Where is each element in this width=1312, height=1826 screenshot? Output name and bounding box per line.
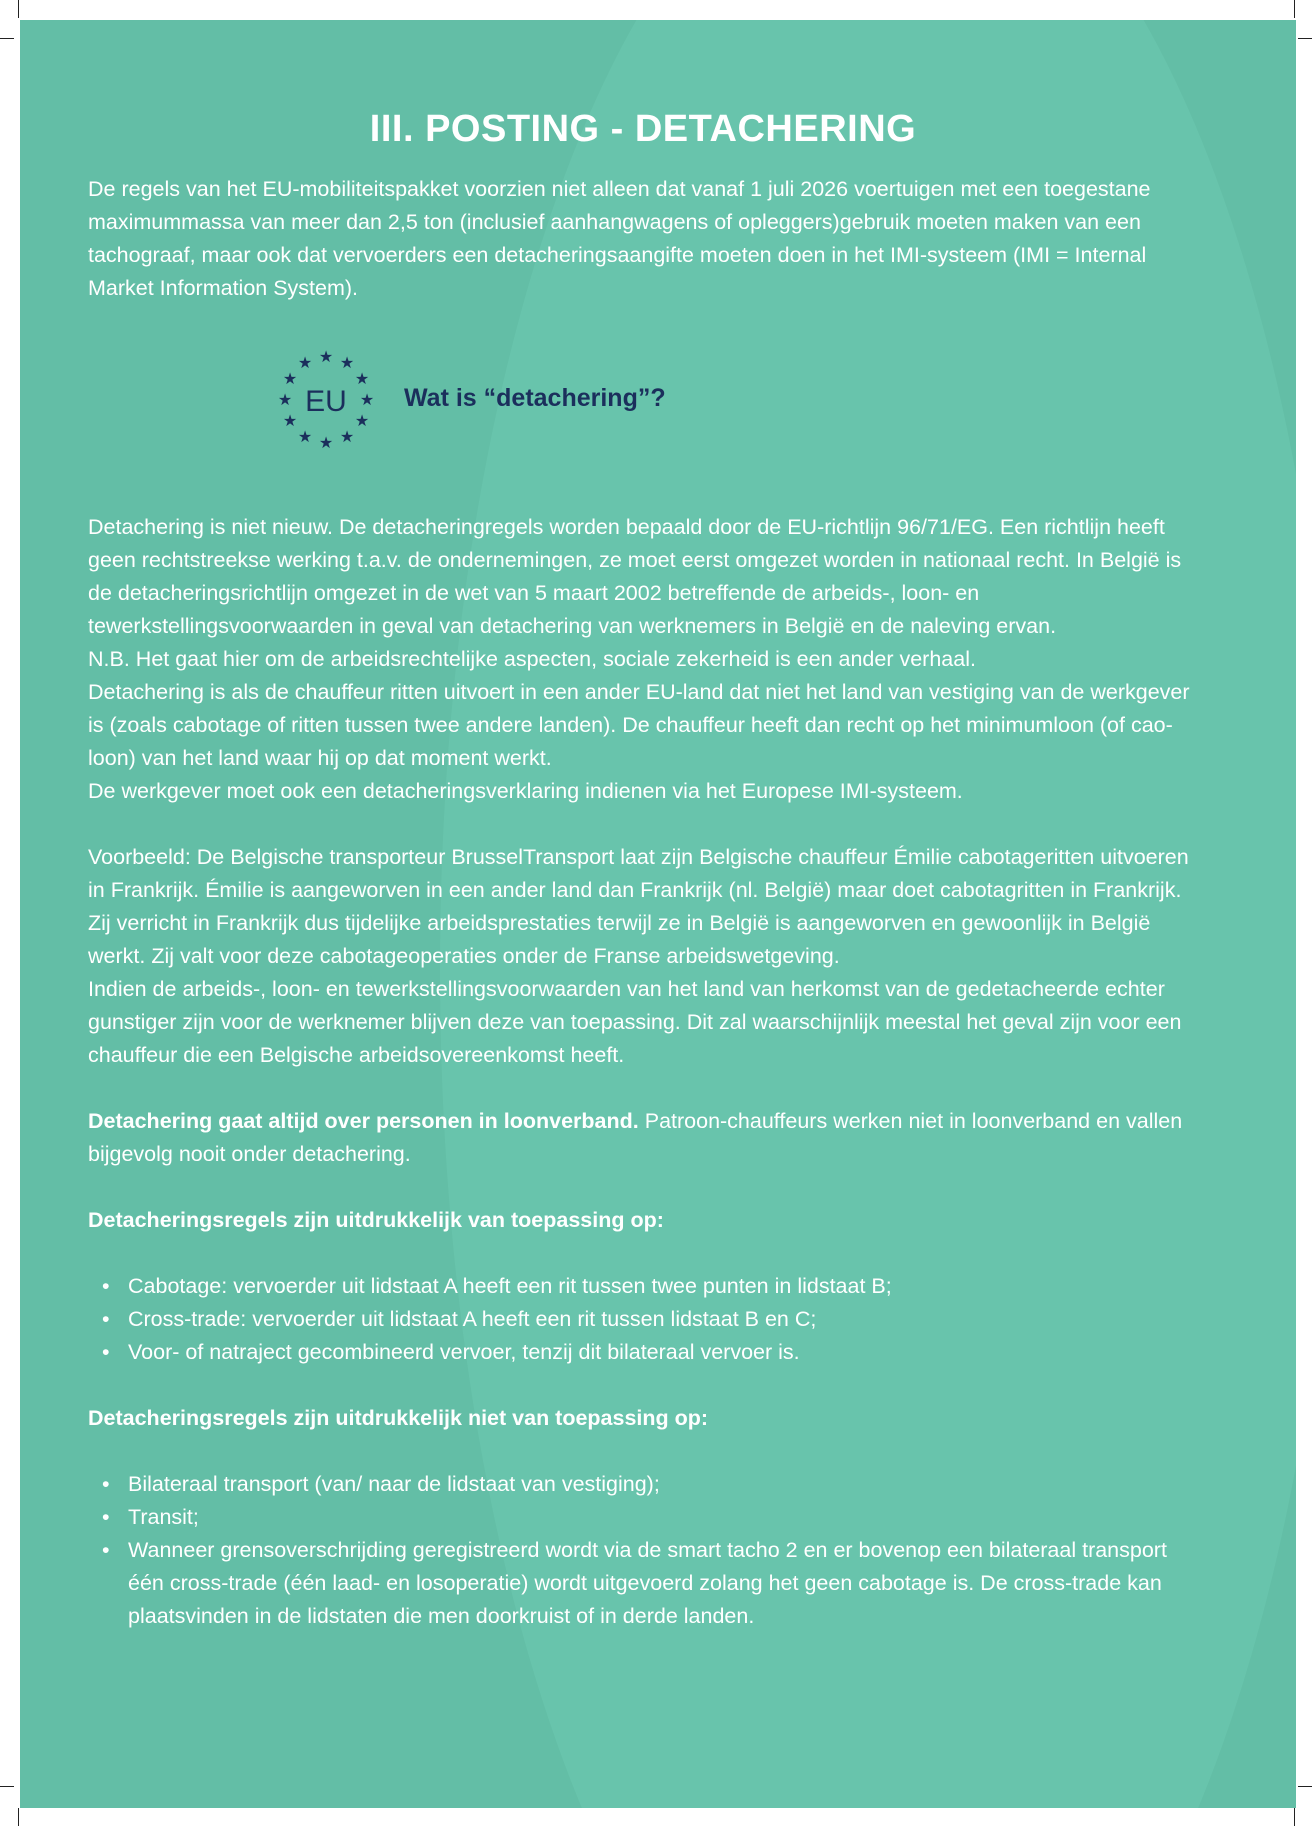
list-item: • Transit; <box>128 1501 1198 1534</box>
list-item: • Voor- of natraject gecombineerd vervoer, tenzij dit bilateraal vervoer is. <box>128 1336 1198 1369</box>
page-title: III. POSTING - DETACHERING <box>369 108 917 150</box>
crop-mark <box>1298 1786 1312 1787</box>
star-icon: ★ <box>359 392 374 409</box>
body-paragraph: Detachering is niet nieuw. De detacheringregels worden bepaald door de EU-richtlijn 96/71/EG. Een richtlijn heeft geen rechtstreekse werking t.a.v. de ondernemingen, ze moet eerst omgezet worden in nationaal recht. In België is de detacheringsrichtlijn omgezet in de wet van 5 maart 2002 betreffende de arbeids-, loon- en tewerkstellingsvoorwaarden in geval van detachering van werknemers in België en de naleving ervan. <box>88 515 1182 638</box>
star-icon: ★ <box>297 429 313 446</box>
eu-question-heading: Wat is “detachering”? <box>404 383 666 412</box>
crop-mark <box>1294 0 1295 18</box>
star-icon: ★ <box>318 349 334 366</box>
document-page <box>20 20 1296 1808</box>
list-item: • Cabotage: vervoerder uit lidstaat A heeft een rit tussen twee punten in lidstaat B; <box>128 1270 1198 1303</box>
body-paragraph: Detachering is als de chauffeur ritten uitvoert in een ander EU-land dat niet het land van vestiging van de werkgever is (zoals cabotage of ritten tussen twee andere landen). De chauffeur heeft dan recht op het minimumloon (of cao-loon) van het land waar hij op dat moment werkt. <box>88 680 1190 770</box>
crop-mark <box>0 1786 14 1787</box>
star-icon: ★ <box>318 435 334 452</box>
wage-bold-text: Detachering gaat altijd over personen in loonverband. <box>88 1109 639 1133</box>
eu-stars-logo <box>278 343 374 453</box>
example-paragraph: Voorbeeld: De Belgische transporteur BrusselTransport laat zijn Belgische chauffeur Émilie cabotageritten uitvoeren in Frankrijk. Émilie is aangeworven in een ander land dan Frankrijk (nl. België) maar doet cabotagritten in Frankrijk. Zij verricht in Frankrijk dus tijdelijke arbeidsprestaties terwijl ze in België is aangeworven en gewoonlijk in België werkt. Zij valt voor deze cabotageoperaties onder de Franse arbeidswetgeving. <box>88 845 1189 968</box>
applies-list <box>88 1270 1198 1369</box>
star-icon: ★ <box>278 392 293 409</box>
list-item: • Bilateraal transport (van/ naar de lidstaat van vestiging); <box>128 1468 1198 1501</box>
intro-paragraph: De regels van het EU-mobiliteitspakket voorzien niet alleen dat vanaf 1 juli 2026 voertuigen met een toegestane maximummassa van meer dan 2,5 ton (inclusief aanhangwagens of opleggers)gebruik moeten maken van een tachograaf, maar ook dat vervoerders een detacheringsaangifte moeten doen in het IMI-systeem (IMI = Internal Market Information System). <box>88 177 1151 300</box>
crop-mark <box>1294 1808 1295 1826</box>
star-icon: ★ <box>339 355 355 372</box>
not-applies-list <box>88 1468 1198 1633</box>
crop-mark <box>1298 38 1312 39</box>
wage-rest-text: Patroon-chauffeurs werken niet in loonverband en vallen bijgevolg nooit onder detachering. <box>88 1109 1183 1166</box>
crop-mark <box>0 38 14 39</box>
list-item: • Cross-trade: vervoerder uit lidstaat A heeft een rit tussen lidstaat B en C; <box>128 1303 1198 1336</box>
body-paragraph: De werkgever moet ook een detacheringsverklaring indienen via het Europese IMI-systeem. <box>88 779 963 803</box>
star-icon: ★ <box>354 413 370 430</box>
star-icon: ★ <box>282 371 298 388</box>
conditions-paragraph: Indien de arbeids-, loon- en tewerkstellingsvoorwaarden van het land van herkomst van de gedetacheerde echter gunstiger zijn voor de werknemer blijven deze van toepassing. Dit zal waarschijnlijk meestal het geval zijn voor een chauffeur die een Belgische arbeidsovereenkomst heeft. <box>88 977 1182 1067</box>
star-icon: ★ <box>354 371 370 388</box>
wage-paragraph <box>88 1105 1198 1171</box>
list-item: • Wanneer grensoverschrijding geregistreerd wordt via de smart tacho 2 en er bovenop een bilateraal transport één cross-trade (één laad- en losoperatie) wordt uitgevoerd zolang het geen cabotage is. De cross-trade kan plaatsvinden in de lidstaten die men doorkruist of in derde landen. <box>128 1534 1198 1633</box>
body-paragraph: N.B. Het gaat hier om de arbeidsrechtelijke aspecten, sociale zekerheid is een ander verhaal. <box>88 647 976 671</box>
applies-heading: Detacheringsregels zijn uitdrukkelijk van toepassing op: <box>88 1208 664 1232</box>
eu-question-row <box>278 343 1198 453</box>
star-icon: ★ <box>339 429 355 446</box>
star-icon: ★ <box>282 413 298 430</box>
crop-mark <box>18 1808 19 1826</box>
not-applies-heading: Detacheringsregels zijn uitdrukkelijk niet van toepassing op: <box>88 1406 709 1430</box>
page-content <box>88 82 1198 1633</box>
eu-logo-text: EU <box>305 385 347 418</box>
star-icon: ★ <box>297 355 313 372</box>
crop-mark <box>18 0 19 18</box>
